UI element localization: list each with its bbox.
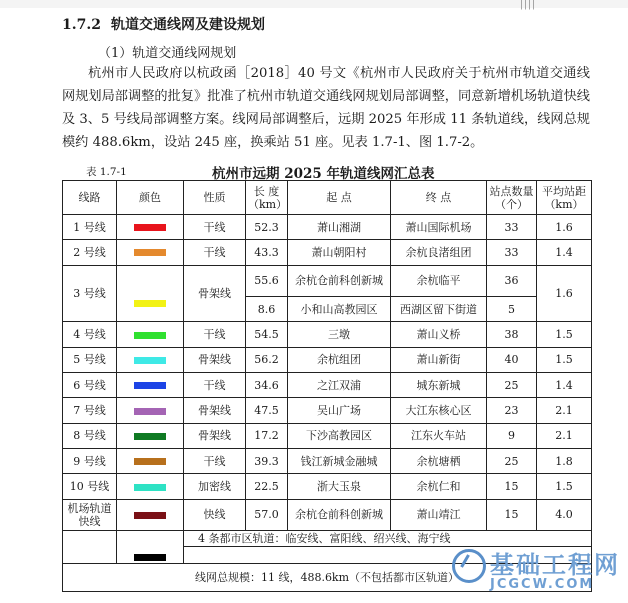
cell-end: 余杭塘栖 [391, 449, 487, 474]
cell-type: 加密线 [184, 474, 246, 499]
cell-line: 机场轨道快线 [63, 499, 117, 530]
cell-stations: 15 [487, 499, 537, 530]
watermark-logo [452, 543, 622, 599]
cell-start: 余杭仓前科创新城 [288, 499, 391, 530]
cell-line: 7 号线 [63, 398, 117, 423]
cell-line: 8 号线 [63, 423, 117, 448]
cell-stations: 36 [487, 265, 537, 296]
cell-start: 钱江新城金融城 [288, 449, 391, 474]
cell-avg: 1.6 [537, 265, 592, 322]
color-swatch [134, 224, 166, 231]
rail-network-table [62, 180, 595, 592]
cell-avg: 2.1 [537, 423, 592, 448]
cell-color [117, 449, 184, 474]
cell-length: 56.2 [246, 347, 288, 372]
table-number: 表 1.7-1 [86, 166, 127, 178]
cell-start: 浙大玉泉 [288, 474, 391, 499]
cell-type: 骨架线 [184, 347, 246, 372]
table-row [63, 265, 592, 296]
section-title: 轨道交通线网及建设规划 [110, 17, 265, 33]
cell-type: 骨架线 [184, 423, 246, 448]
cell-stations: 38 [487, 322, 537, 347]
table-row [63, 240, 592, 265]
cell-avg: 1.5 [537, 347, 592, 372]
cell-length: 47.5 [246, 398, 288, 423]
table-row [63, 347, 592, 372]
cell-type: 干线 [184, 322, 246, 347]
cell-color [117, 398, 184, 423]
cell-start: 吴山广场 [288, 398, 391, 423]
color-swatch [134, 512, 166, 519]
cell-avg: 1.4 [537, 240, 592, 265]
divider-marks: |||| [519, 0, 536, 10]
cell-type: 干线 [184, 373, 246, 398]
header-start: 起 点 [288, 181, 391, 215]
cell-type: 干线 [184, 240, 246, 265]
cell-color [117, 499, 184, 530]
cell-end: 大江东核心区 [391, 398, 487, 423]
table-title: 杭州市远期 2025 年轨道线网汇总表 [212, 166, 435, 182]
cell-line: 4 号线 [63, 322, 117, 347]
cell-stations: 33 [487, 215, 537, 240]
header-stations: 站点数量（个） [487, 181, 537, 215]
cell-color [117, 322, 184, 347]
cell-type: 骨架线 [184, 398, 246, 423]
table-row [63, 423, 592, 448]
network-total: 线网总规模：11 线，488.6km（不包括都市区轨道） [63, 563, 592, 592]
cell-stations: 23 [487, 398, 537, 423]
cell-stations: 33 [487, 240, 537, 265]
cell-stations: 25 [487, 373, 537, 398]
cell-end: 余杭仁和 [391, 474, 487, 499]
cell-start: 萧山朝阳村 [288, 240, 391, 265]
color-swatch [134, 458, 166, 465]
cell-stations: 25 [487, 449, 537, 474]
header-color: 颜色 [117, 181, 184, 215]
cell-color [117, 531, 184, 563]
cell-avg: 2.1 [537, 398, 592, 423]
section-heading [62, 14, 265, 34]
metro-note: 4 条都市区轨道：临安线、富阳线、绍兴线、海宁线 [184, 531, 592, 547]
table-row [63, 322, 592, 347]
cell-line: 5 号线 [63, 347, 117, 372]
cell-avg: 1.8 [537, 449, 592, 474]
header-end: 终 点 [391, 181, 487, 215]
cell-end: 萧山国际机场 [391, 215, 487, 240]
cell-line [63, 531, 117, 563]
cell-line: 9 号线 [63, 449, 117, 474]
cell-length: 39.3 [246, 449, 288, 474]
cell-length: 57.0 [246, 499, 288, 530]
table-row [63, 449, 592, 474]
watermark-icon [452, 549, 486, 583]
cell-end: 余杭良渚组团 [391, 240, 487, 265]
cell-avg: 1.5 [537, 474, 592, 499]
cell-line: 6 号线 [63, 373, 117, 398]
cell-end: 萧山新街 [391, 347, 487, 372]
cell-avg: 1.5 [537, 322, 592, 347]
cell-start: 萧山湘湖 [288, 215, 391, 240]
table-row [63, 474, 592, 499]
cell-length: 34.6 [246, 373, 288, 398]
cell-color [117, 240, 184, 265]
cell-start: 余杭组团 [288, 347, 391, 372]
cell-length: 8.6 [246, 297, 288, 322]
cell-stations: 5 [487, 297, 537, 322]
cell-end: 萧山靖江 [391, 499, 487, 530]
cell-stations: 9 [487, 423, 537, 448]
table-row [63, 215, 592, 240]
color-swatch [134, 408, 166, 415]
cell-start: 三墩 [288, 322, 391, 347]
cell-stations: 15 [487, 474, 537, 499]
cell-length: 52.3 [246, 215, 288, 240]
color-swatch [134, 332, 166, 339]
header-avg: 平均站距（km） [537, 181, 592, 215]
table-header-row [63, 181, 592, 215]
cell-length: 54.5 [246, 322, 288, 347]
cell-color [117, 423, 184, 448]
cell-avg: 4.0 [537, 499, 592, 530]
cell-type: 骨架线 [184, 265, 246, 322]
cell-color [117, 474, 184, 499]
color-swatch [134, 300, 166, 307]
cell-color [117, 215, 184, 240]
cell-avg: 1.6 [537, 215, 592, 240]
cell-type: 干线 [184, 215, 246, 240]
cell-length: 17.2 [246, 423, 288, 448]
cell-end: 城东新城 [391, 373, 487, 398]
cell-color [117, 347, 184, 372]
color-swatch [134, 554, 166, 561]
paragraph-text: 杭州市人民政府以杭政函［2018］40 号文《杭州市人民政府关于杭州市轨道交通线网规划局部调整的批复》批准了杭州市轨道交通线网规划局部调整，同意新增机场轨道快线及 3、5 号线局部调整方案。线网局部调整后，远期 2025 年形成 11 条轨道线，线网总规模约 488.6km，设站 245 座，换乘站 51 座。见表 1.7-1、图 1.7-2。 [62, 66, 590, 150]
cell-start: 小和山高教园区 [288, 297, 391, 322]
cell-length: 43.3 [246, 240, 288, 265]
header-line: 线路 [63, 181, 117, 215]
cell-avg: 1.4 [537, 373, 592, 398]
watermark-url: JCGCW.COM [490, 577, 595, 592]
table-row [63, 373, 592, 398]
header-type: 性质 [184, 181, 246, 215]
cell-end: 西湖区留下街道 [391, 297, 487, 322]
color-swatch [134, 433, 166, 440]
color-swatch [134, 249, 166, 256]
cell-start: 之江双浦 [288, 373, 391, 398]
table-row [63, 398, 592, 423]
cell-end: 萧山义桥 [391, 322, 487, 347]
cell-type: 干线 [184, 449, 246, 474]
cell-line: 3 号线 [63, 265, 117, 322]
cell-end: 余杭临平 [391, 265, 487, 296]
cell-line: 2 号线 [63, 240, 117, 265]
cell-length: 22.5 [246, 474, 288, 499]
color-swatch [134, 357, 166, 364]
cell-line: 1 号线 [63, 215, 117, 240]
cell-end: 江东火车站 [391, 423, 487, 448]
table-row [63, 499, 592, 530]
cell-stations: 40 [487, 347, 537, 372]
cell-color [117, 373, 184, 398]
cell-length: 55.6 [246, 265, 288, 296]
body-paragraph [62, 62, 590, 154]
watermark-text: 基础工程网 [490, 551, 620, 579]
cell-start: 余杭仓前科创新城 [288, 265, 391, 296]
cell-start: 下沙高教园区 [288, 423, 391, 448]
top-bar [0, 0, 628, 8]
color-swatch [134, 382, 166, 389]
cell-type: 快线 [184, 499, 246, 530]
section-number: 1.7.2 [62, 17, 101, 33]
header-length: 长 度（km） [246, 181, 288, 215]
subsection-title: （1）轨道交通线网规划 [98, 46, 237, 61]
cell-line: 10 号线 [63, 474, 117, 499]
color-swatch [134, 484, 166, 491]
cell-color [117, 265, 184, 322]
